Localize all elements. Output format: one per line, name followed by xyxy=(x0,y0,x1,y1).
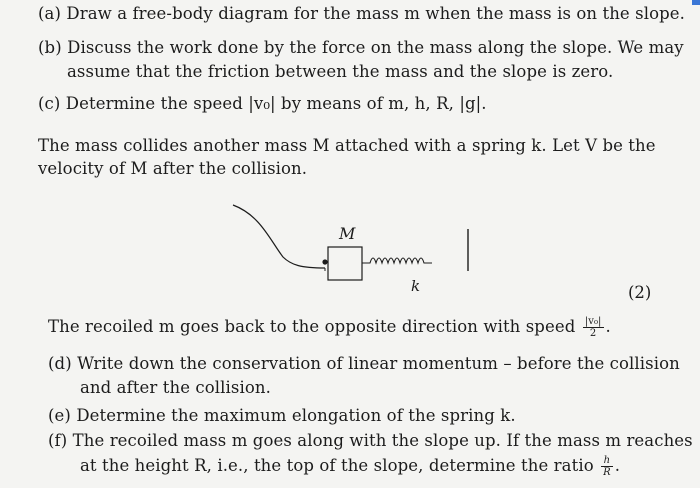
mass-box xyxy=(328,247,362,280)
spring xyxy=(362,258,432,263)
question-b-cont-text: assume that the friction between the mass and the slope is zero. xyxy=(67,62,614,81)
question-e xyxy=(48,406,516,425)
question-a-text: Draw a free-body diagram for the mass m when the mass is on the slope. xyxy=(66,4,685,23)
speed-fraction-num: |v₀| xyxy=(584,316,602,327)
incoming-mass-dot xyxy=(322,259,327,264)
question-b-text: Discuss the work done by the force on the mass along the slope. We may xyxy=(67,38,684,57)
question-b-cont xyxy=(67,62,613,81)
question-a-label: (a) xyxy=(38,4,62,23)
question-a xyxy=(38,4,685,23)
question-b-label: (b) xyxy=(38,38,62,57)
collision-diagram xyxy=(225,195,485,295)
ratio-fraction-num: h xyxy=(601,455,613,467)
ratio-fraction xyxy=(601,455,613,478)
question-d-text: Write down the conservation of linear momentum – before the collision xyxy=(77,354,680,373)
speed-fraction-den: 2 xyxy=(589,328,597,339)
recoil-line xyxy=(48,316,611,339)
ratio-fraction-den: R xyxy=(603,467,611,478)
question-e-label: (e) xyxy=(48,406,71,425)
question-e-text: Determine the maximum elongation of the spring k. xyxy=(76,406,516,425)
question-d xyxy=(48,354,680,373)
question-c xyxy=(38,94,487,113)
question-c-text: Determine the speed |v₀| by means of m, h, R, |g|. xyxy=(65,94,487,113)
paragraph-line-2: velocity of M after the collision. xyxy=(38,159,308,178)
mass-label: M xyxy=(339,224,356,243)
question-d-cont xyxy=(80,378,271,397)
question-f xyxy=(48,431,693,450)
question-d-cont-text: and after the collision. xyxy=(80,378,271,397)
recoil-text: The recoiled m goes back to the opposite direction with speed xyxy=(48,317,576,336)
question-c-label: (c) xyxy=(38,94,61,113)
equation-number: (2) xyxy=(628,283,652,302)
slope-curve xyxy=(233,205,325,268)
speed-fraction xyxy=(583,316,604,339)
corner-mark xyxy=(692,0,700,5)
question-b xyxy=(38,38,684,57)
question-f-text: The recoiled mass m goes along with the slope up. If the mass m reaches xyxy=(72,431,693,450)
question-f-label: (f) xyxy=(48,431,68,450)
paragraph-line-1: The mass collides another mass M attached with a spring k. Let V be the xyxy=(38,136,656,155)
question-f-cont-text: at the height R, i.e., the top of the slope, determine the ratio xyxy=(80,456,594,475)
spring-label: k xyxy=(411,277,421,295)
ratio-end: . xyxy=(614,456,621,475)
question-d-label: (d) xyxy=(48,354,72,373)
question-f-cont xyxy=(80,455,620,478)
recoil-end: . xyxy=(605,317,611,336)
